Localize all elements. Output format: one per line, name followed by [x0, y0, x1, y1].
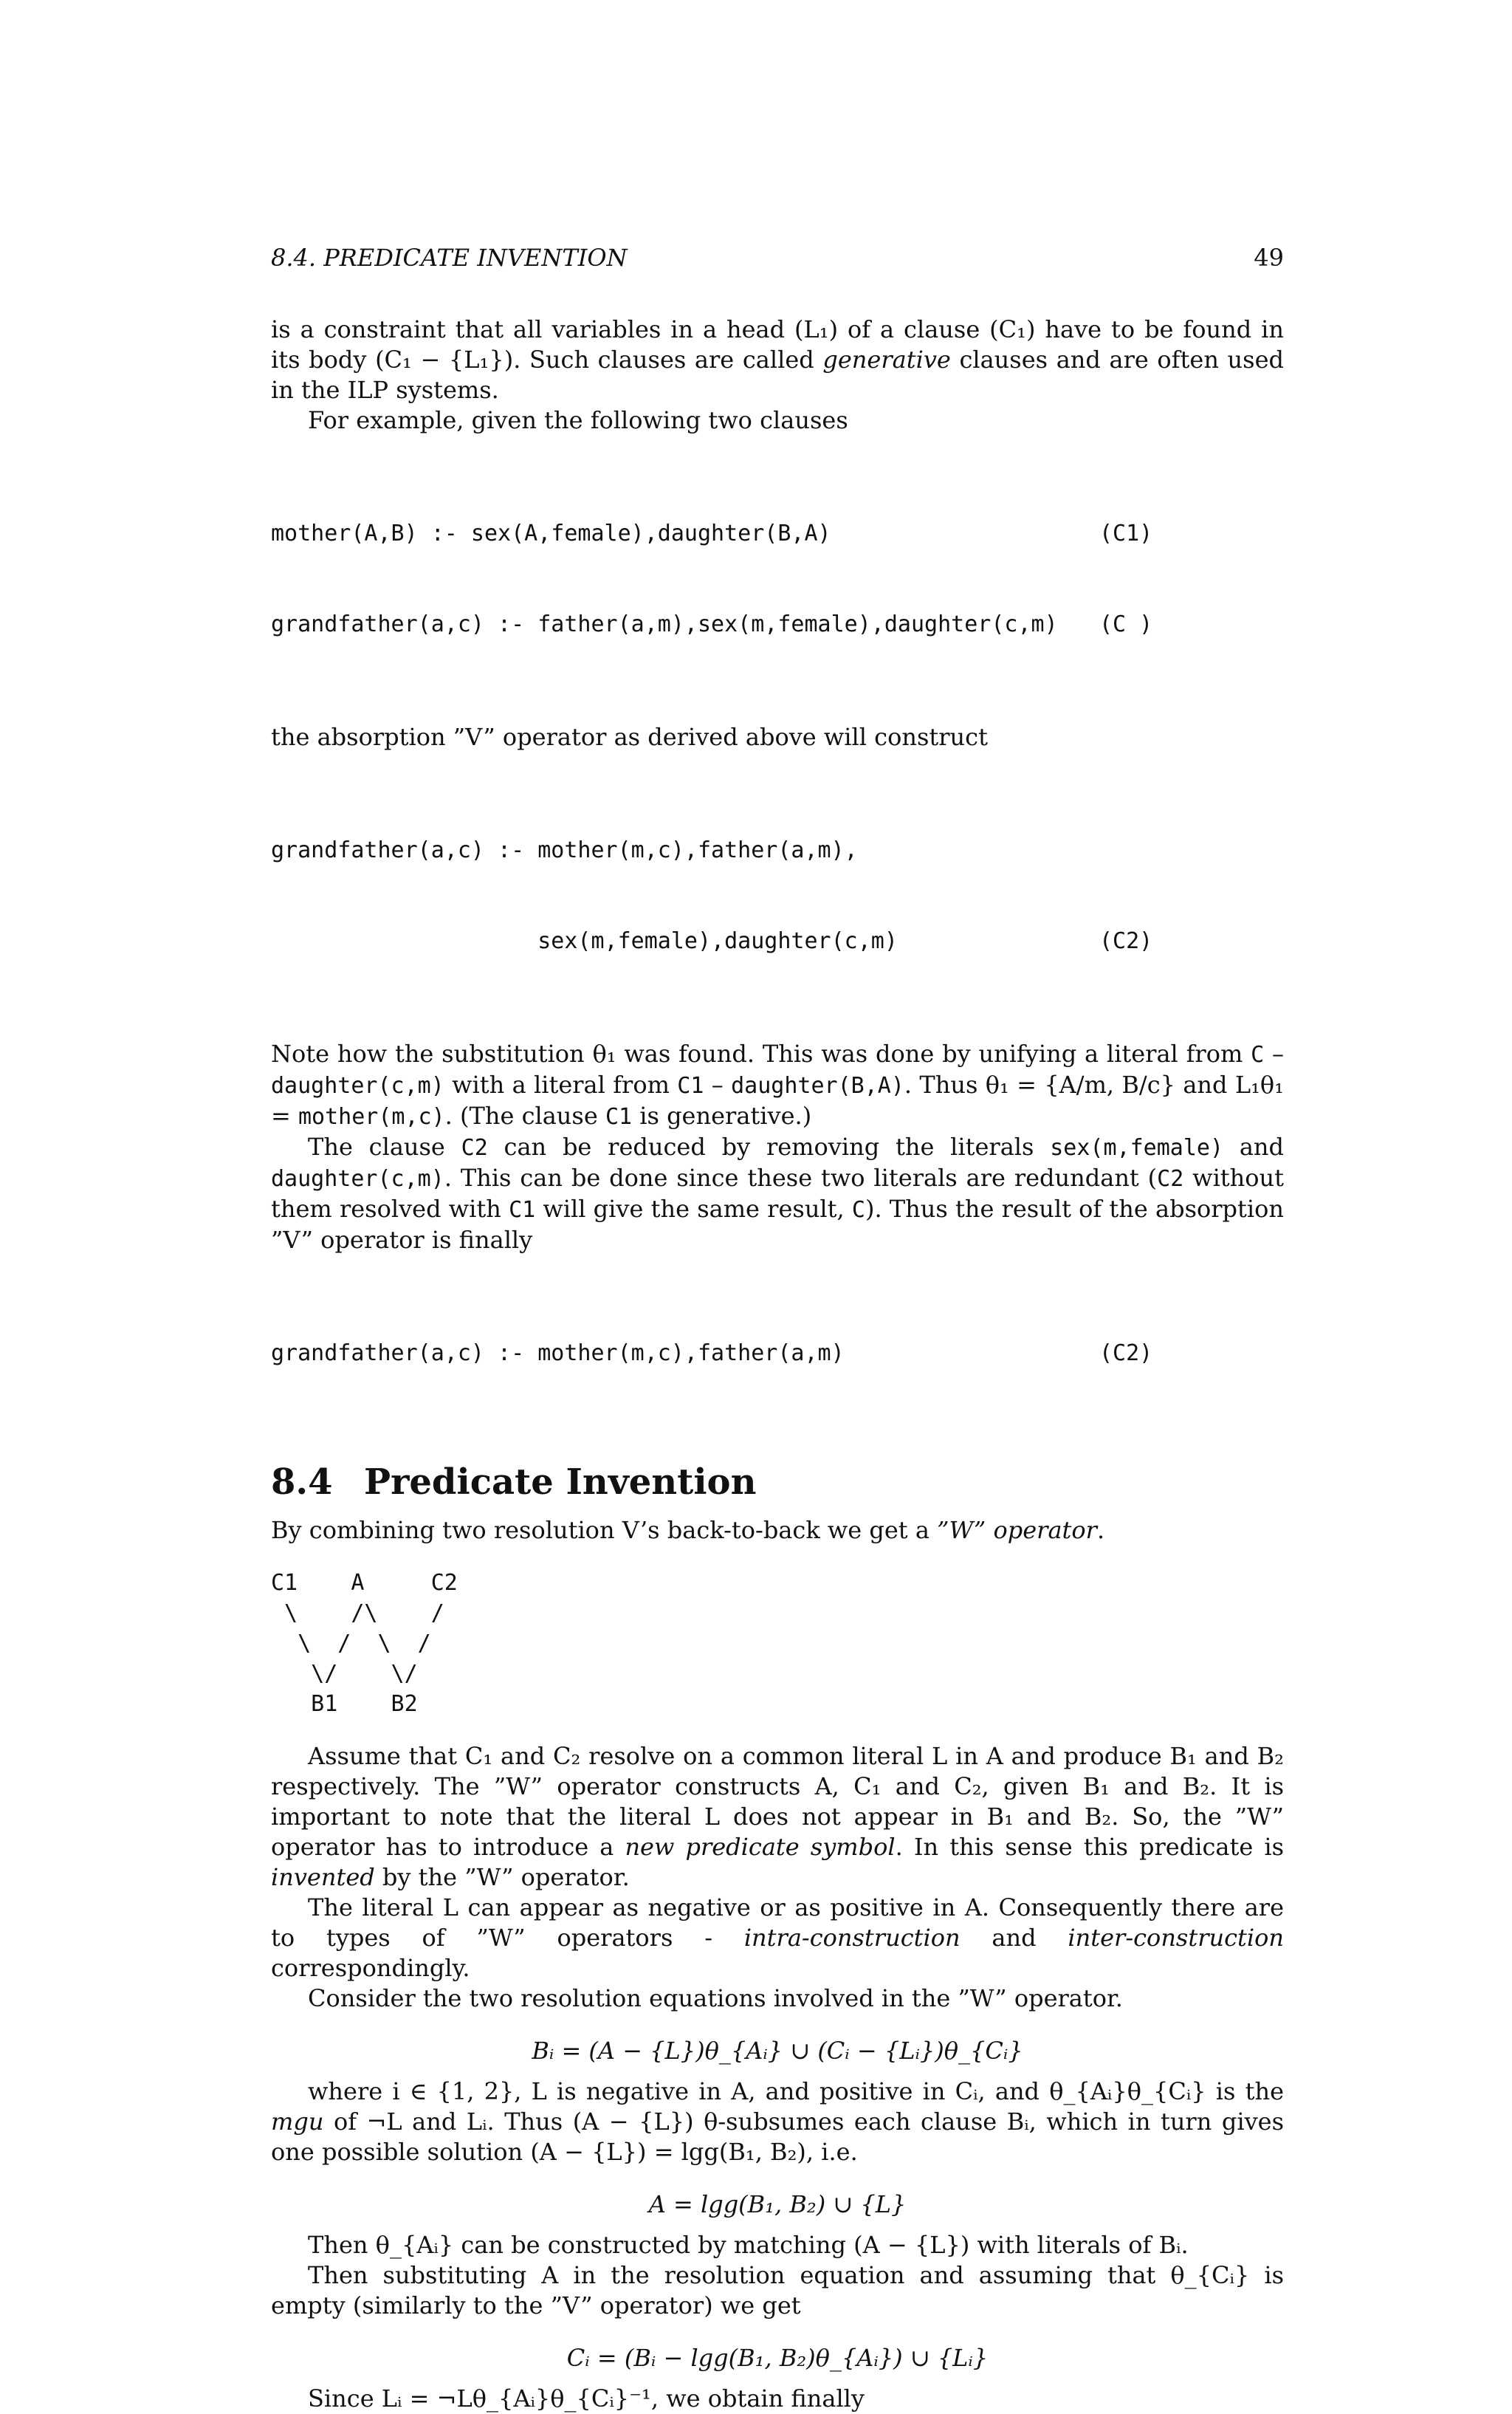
equation-3: Cᵢ = (Bᵢ − lgg(B₁, B₂)θ_{Aᵢ}) ∪ {Lᵢ} — [566, 2344, 989, 2372]
clause-tag: (C2) — [1099, 928, 1153, 954]
code-line — [271, 609, 1284, 639]
paragraph — [271, 1515, 1284, 1546]
text: The literal L can appear as negative or as positive in A. Consequently there are to types of ”W” operators - — [271, 1893, 1284, 1952]
text: . (The clause — [444, 1102, 605, 1130]
inline-code: sex(m,female) — [1050, 1135, 1224, 1161]
emphasis: intra-construction — [743, 1924, 961, 1952]
page-content — [271, 315, 1284, 2414]
inline-code: mother(m,c) — [298, 1104, 445, 1130]
text: . Thus θ₁ = {A/m, B/c} and L₁θ₁ = — [271, 1071, 1285, 1130]
text: without them resolved with — [271, 1164, 1285, 1223]
paragraph: Consider the two resolution equations involved in the ”W” operator. — [308, 1984, 1123, 2012]
paragraph: the absorption ”V” operator as derived above will construct — [271, 723, 988, 751]
text: is a constraint that all variables in a head (L₁) of a clause (C₁) have to be found in its body (C₁ − {L₁}). Such clauses are called — [271, 315, 1284, 374]
text: – — [704, 1071, 732, 1099]
paragraph: For example, given the following two clauses — [308, 406, 848, 434]
paragraph — [271, 315, 1284, 405]
w-operator-diagram: C1 A C2 \ /\ / \ / \ / \/ \/ B1 B2 — [271, 1570, 458, 1717]
clause-tag: (C ) — [1099, 611, 1153, 637]
paragraph — [271, 1893, 1284, 1983]
inline-code: C — [851, 1197, 865, 1223]
paragraph — [271, 1039, 1284, 1132]
text: and — [1223, 1133, 1285, 1161]
text: . This can be done since these two literals are redundant ( — [444, 1164, 1158, 1192]
text: of ¬L and Lᵢ. Thus (A − {L}) θ-subsumes each clause Bᵢ, which in turn gives one possible solution (A − {L}) = lgg(B₁, B₂), i.e. — [271, 2108, 1284, 2166]
inline-code: C1 — [677, 1073, 704, 1099]
clause-tag: (C1) — [1099, 521, 1153, 546]
section-heading — [271, 1461, 1284, 1503]
text: where i ∈ {1, 2}, L is negative in A, and positive in Cᵢ, and θ_{Aᵢ}θ_{Cᵢ} is the — [308, 2077, 1284, 2105]
section-title: Predicate Invention — [364, 1461, 757, 1503]
text: can be reduced by removing the literals — [487, 1133, 1051, 1161]
inline-code: daughter(c,m) — [271, 1166, 444, 1192]
paragraph — [271, 1741, 1284, 1893]
code-block-3 — [271, 1278, 1284, 1429]
section-number: 8.4 — [271, 1461, 333, 1503]
code-block-2 — [271, 775, 1284, 1017]
code-text: grandfather(a,c) :- father(a,m),sex(m,female),daughter(c,m) — [271, 611, 1058, 637]
code-block-1 — [271, 458, 1284, 700]
text: Assume that C₁ and C₂ resolve on a common literal L in A and produce B₁ and B₂ respectively. The ”W” operator constructs A, C₁ and C₂, given B₁ and B₂. It is important to note that the literal L does not appear in B₁ and B₂. So, the ”W” operator has to introduce a — [271, 1742, 1284, 1861]
inline-code: C2 — [461, 1135, 488, 1161]
emphasis: new predicate symbol — [625, 1833, 896, 1861]
code-text: grandfather(a,c) :- mother(m,c),father(a,m) — [271, 1340, 845, 1366]
code-line — [271, 926, 1284, 956]
text: ). Thus the result of the absorption ”V” operator is finally — [271, 1195, 1285, 1254]
text: correspondingly. — [271, 1954, 470, 1982]
code-text: grandfather(a,c) :- mother(m,c),father(a,m), — [271, 837, 858, 863]
code-line — [271, 835, 1284, 865]
running-header-title: 8.4. PREDICATE INVENTION — [271, 244, 628, 272]
paragraph: Then substituting A in the resolution equation and assuming that θ_{Cᵢ} is empty (similarly to the ”V” operator) we get — [271, 2261, 1284, 2319]
text: Note how the substitution θ₁ was found. This was done by unifying a literal from — [271, 1040, 1251, 1068]
paragraph — [271, 1132, 1284, 1255]
page-number: 49 — [1254, 244, 1284, 272]
inline-code: C1 — [605, 1104, 633, 1130]
inline-code: C2 — [1157, 1166, 1184, 1192]
text: clauses and are often used in the ILP systems. — [271, 346, 1285, 404]
paragraph: Since Lᵢ = ¬Lθ_{Aᵢ}θ_{Cᵢ}⁻¹, we obtain finally — [308, 2384, 865, 2413]
text: . — [1096, 1516, 1105, 1544]
paragraph — [271, 2077, 1284, 2167]
text: . In this sense this predicate is — [895, 1833, 1285, 1861]
paragraph: Then θ_{Aᵢ} can be constructed by matching (A − {L}) with literals of Bᵢ. — [308, 2231, 1189, 2259]
text: and — [960, 1924, 1068, 1952]
emphasis: inter-construction — [1068, 1924, 1284, 1952]
inline-code: daughter(c,m) — [271, 1073, 444, 1099]
equation-1: Bᵢ = (A − {L})θ_{Aᵢ} ∪ (Cᵢ − {Lᵢ})θ_{Cᵢ} — [532, 2037, 1023, 2065]
emphasis: mgu — [271, 2108, 324, 2136]
inline-code: C — [1251, 1042, 1265, 1068]
text: The clause — [308, 1133, 461, 1161]
inline-code: daughter(B,A) — [731, 1073, 904, 1099]
text: will give the same result, — [535, 1195, 852, 1223]
equation-2: A = lgg(B₁, B₂) ∪ {L} — [648, 2190, 907, 2218]
code-line — [271, 518, 1284, 549]
inline-code: C1 — [509, 1197, 536, 1223]
emphasis: ”W” operator — [937, 1516, 1097, 1544]
code-line — [271, 1338, 1284, 1368]
code-text: mother(A,B) :- sex(A,female),daughter(B,A) — [271, 521, 831, 546]
clause-tag: (C2) — [1099, 1340, 1153, 1366]
code-text: sex(m,female),daughter(c,m) — [271, 928, 898, 954]
text: by the ”W” operator. — [374, 1863, 630, 1891]
text: By combining two resolution V’s back-to-back we get a — [271, 1516, 938, 1544]
text: is generative.) — [632, 1102, 812, 1130]
text: with a literal from — [444, 1071, 678, 1099]
text: – — [1264, 1040, 1284, 1068]
emphasis: generative — [822, 346, 951, 374]
emphasis: invented — [271, 1863, 375, 1891]
running-header — [271, 244, 1284, 272]
